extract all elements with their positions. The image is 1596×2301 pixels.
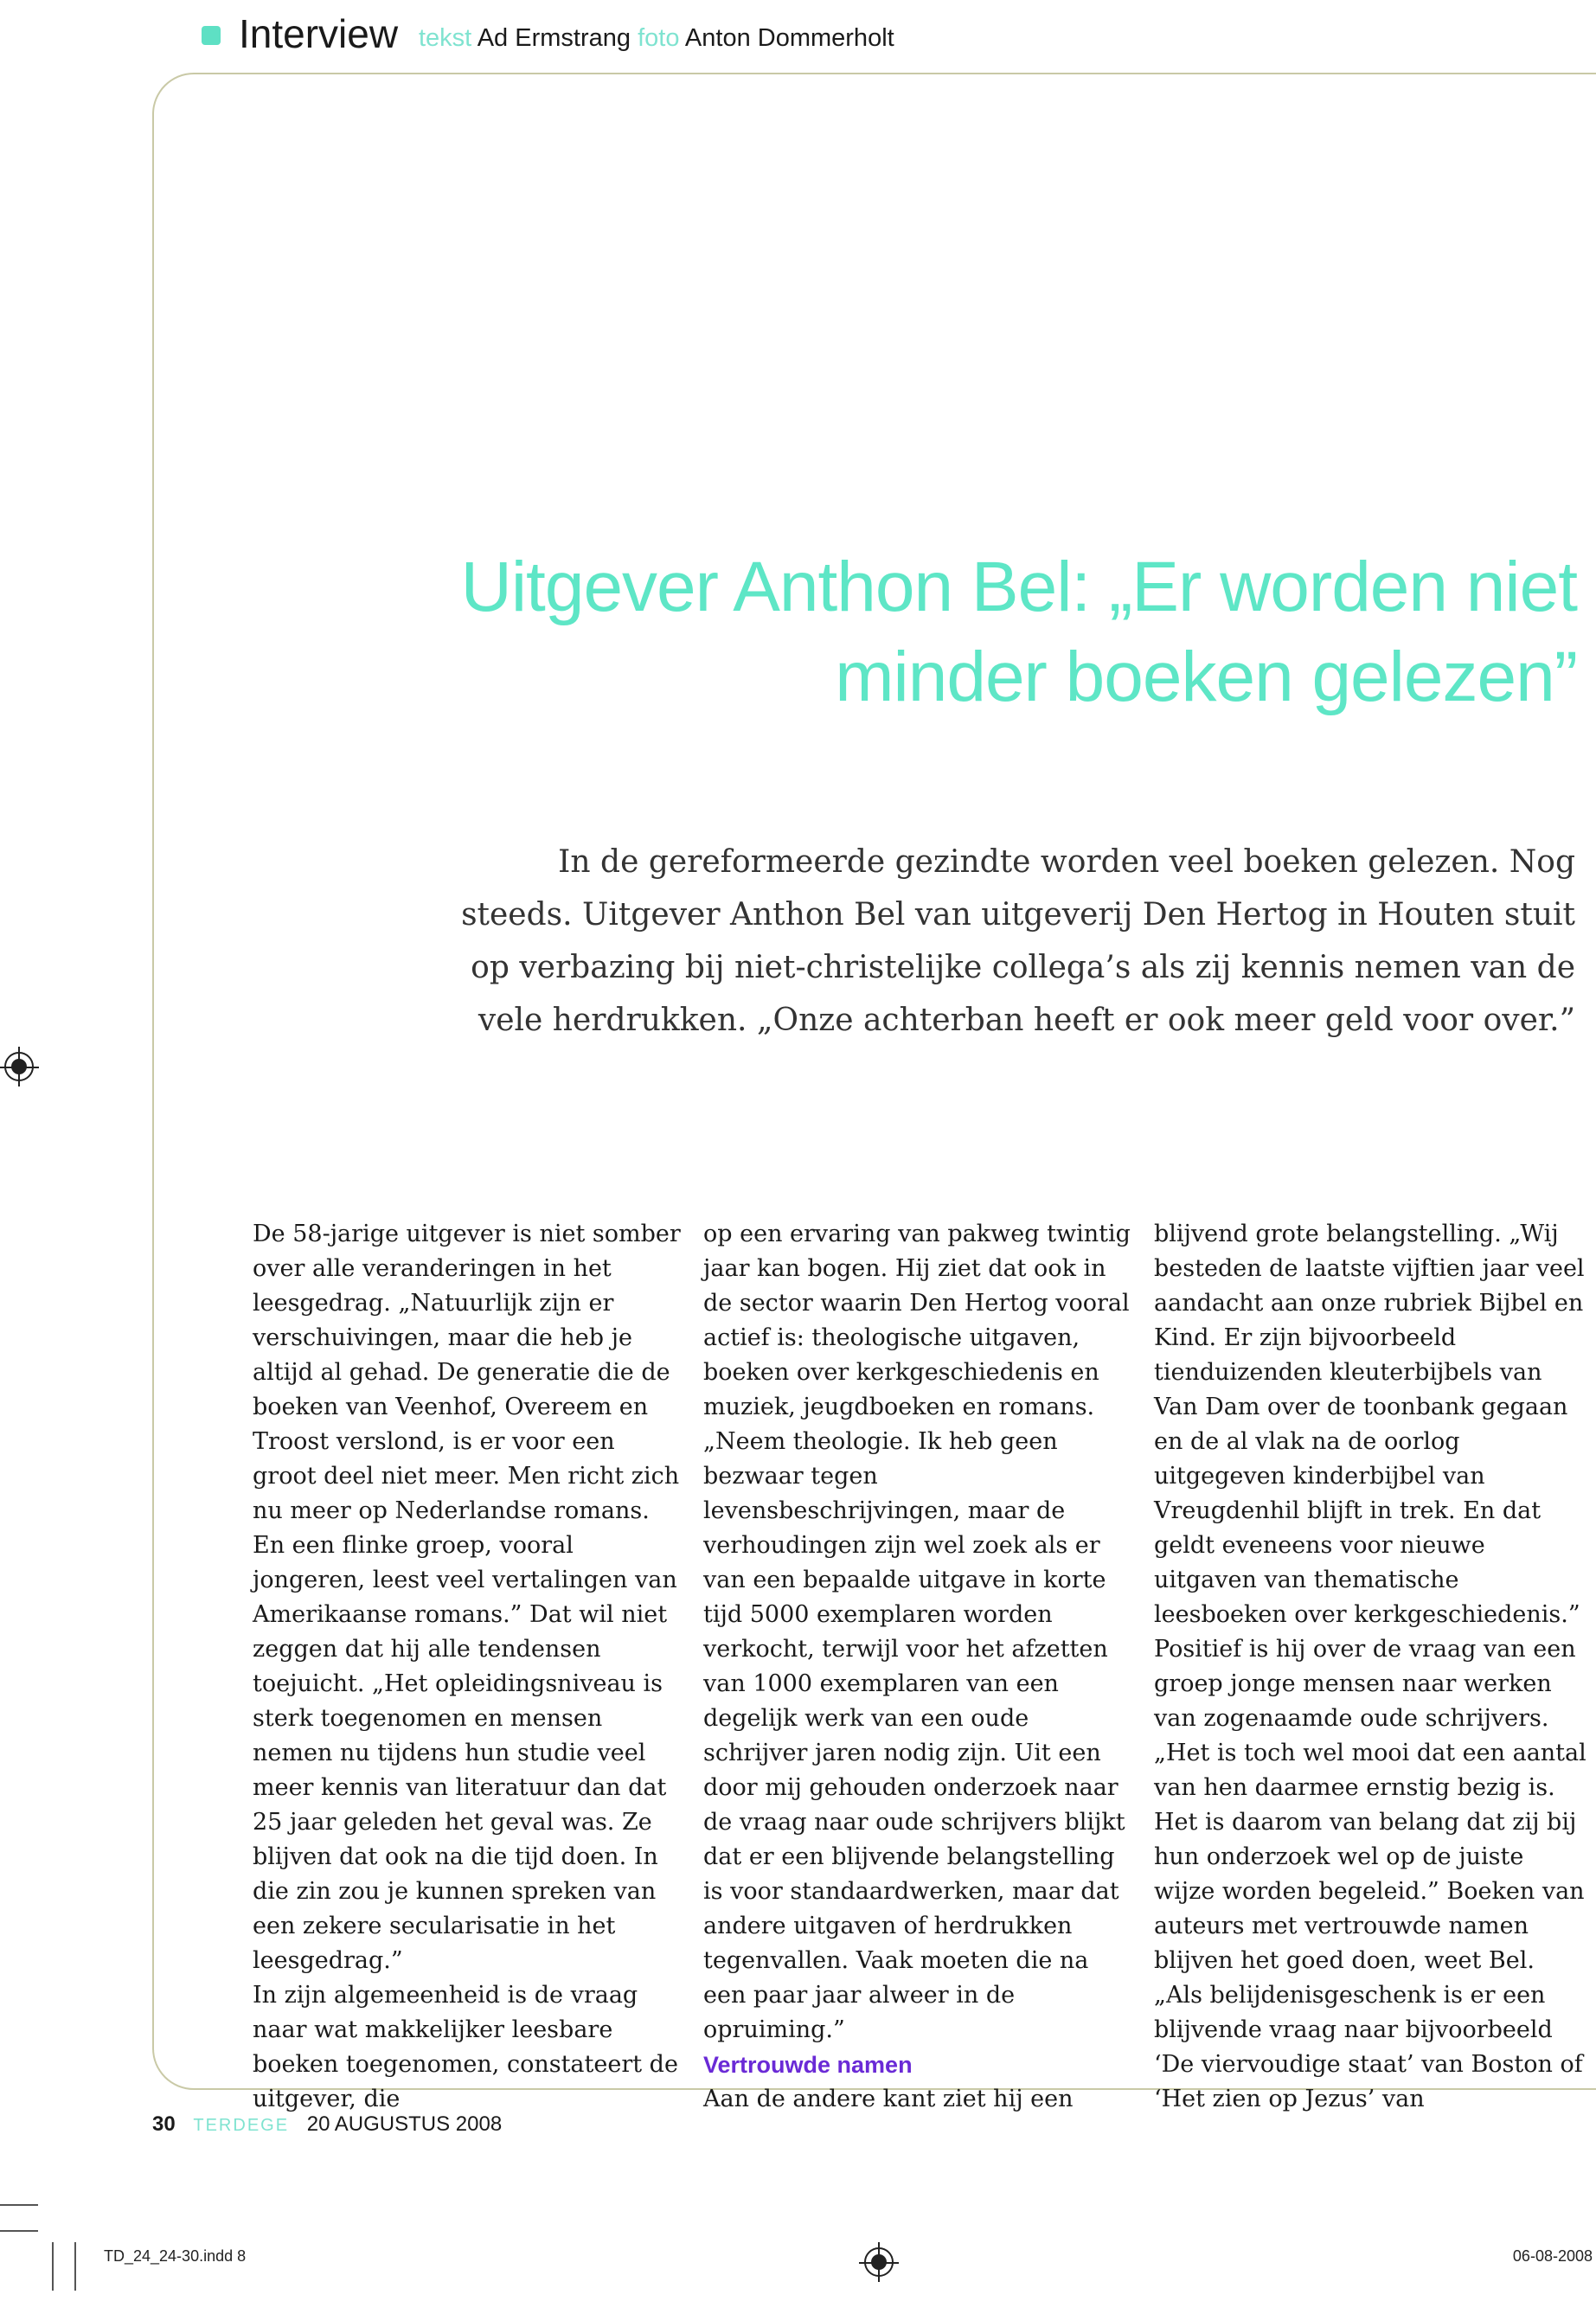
- lead-paragraph: In de gereformeerde gezindte worden veel boeken gelezen. Nog steeds. Uitgever Anthon Bel van uitgeverij Den Hertog in Houten stuit op verbazing bij niet-christelijke collega’s als zij kennis nemen van de vele herdrukken. „Onze achterban heeft er ook meer geld voor over.”: [461, 844, 1575, 1038]
- body-paragraph: Aan de andere kant ziet hij een: [703, 2086, 1074, 2112]
- page-number: 30: [152, 2112, 176, 2136]
- registration-crosshair: [18, 1047, 20, 1086]
- rubric-label: Interview: [239, 11, 399, 56]
- body-paragraph: In zijn algemeenheid is de vraag naar wat makkelijker leesbare boeken toegenomen, constateert de uitgever, die: [253, 1982, 678, 2112]
- headline: [452, 542, 1577, 722]
- tekst-label: tekst: [419, 24, 472, 52]
- crop-mark: [0, 2204, 38, 2206]
- body-paragraph: op een ervaring van pakweg twintig jaar kan bogen. Hij ziet dat ook in de sector waarin Den Hertog vooral actief is: theologische uitgaven, boeken over kerkgeschiedenis en muziek, jeugdboeken en romans. „Neem theologie. Ik heb geen bezwaar tegen levensbeschrijvingen, maar de verhoudingen zijn wel zoek als er van een bepaalde uitgave in korte tijd 5000 exemplaren worden verkocht, terwijl voor het afzetten van 1000 exemplaren van een degelijk werk van een oude schrijver jaren nodig zijn. Uit een door mij gehouden onderzoek naar de vraag naar oude schrijvers blijkt dat er een blijvende belangstelling is voor standaardwerken, maar dat andere uitgaven of herdrukken tegenvallen. Vaak moeten die na een paar jaar alweer in de opruiming.”: [703, 1221, 1131, 2043]
- headline-line-1: Uitgever Anthon Bel: „Er worden niet: [460, 547, 1577, 626]
- registration-crosshair: [878, 2242, 880, 2282]
- rubric-square-icon: [202, 26, 221, 45]
- body-paragraph: Positief is hij over de vraag van een groep jonge mensen naar werken van zogenaamde oude schrijvers. „Het is toch wel mooi dat een aantal van hen daarmee ernstig bezig is. Het is daarom van belang dat zij bij hun onderzoek wel op de juiste wijze worden begeleid.” Boeken van auteurs met vertrouwde namen blijven het goed doen, weet Bel. „Als belijdenisgeschenk is er een blijvende vraag naar bijvoorbeeld ‘De viervoudige staat’ van Boston of ‘Het zien op Jezus’ van: [1154, 1636, 1586, 2112]
- credits: [419, 24, 894, 53]
- crop-mark: [74, 2242, 76, 2291]
- crop-mark: [0, 2230, 38, 2232]
- slug-filename: TD_24_24-30.indd 8: [104, 2247, 247, 2265]
- subheading: Vertrouwde namen: [703, 2052, 913, 2078]
- foto-label: foto: [638, 24, 680, 52]
- folio: [152, 2112, 502, 2137]
- body-paragraph: blijvend grote belangstelling. „Wij besteden de laatste vijftien jaar veel aandacht aan onze rubriek Bijbel en Kind. Er zijn bijvoorbeeld tienduizenden kleuterbijbels van Van Dam over de toonbank gegaan en de al vlak na de oorlog uitgegeven kinderbijbel van Vreugdenhil blijft in trek. En dat geldt eveneens voor nieuwe uitgaven van thematische leesboeken over kerkgeschiedenis.”: [1154, 1221, 1585, 1628]
- slug-date: 06-08-2008: [1512, 2247, 1593, 2265]
- body-paragraph: De 58-jarige uitgever is niet somber over alle veranderingen in het leesgedrag. „Natuurlijk zijn er verschuivingen, maar die heb je altijd al gehad. De generatie die de boeken van Veenhof, Overeem en Troost verslond, is er voor een groot deel niet meer. Men richt zich nu meer op Nederlandse romans. En een flinke groep, vooral jongeren, leest veel vertalingen van Amerikaanse romans.” Dat wil niet zeggen dat hij alle tendensen toejuicht. „Het opleidingsniveau is sterk toegenomen en mensen nemen nu tijdens hun studie veel meer kennis van literatuur dan dat 25 jaar geleden het geval was. Ze blijven dat ook na die tijd doen. In die zin zou je kunnen spreken van een zekere secularisatie in het leesgedrag.”: [253, 1221, 681, 1974]
- magazine-name: TERDEGE: [193, 2116, 290, 2135]
- photographer-name: Anton Dommerholt: [684, 24, 894, 52]
- headline-line-2: minder boeken gelezen”: [835, 637, 1577, 716]
- author-name: Ad Ermstrang: [477, 24, 631, 52]
- body-column-3: [1154, 1217, 1586, 2117]
- issue-date: 20 AUGUSTUS 2008: [306, 2112, 503, 2136]
- crop-mark: [52, 2242, 54, 2291]
- body-column-1: [253, 1217, 685, 2117]
- body-column-2: [703, 1217, 1136, 2117]
